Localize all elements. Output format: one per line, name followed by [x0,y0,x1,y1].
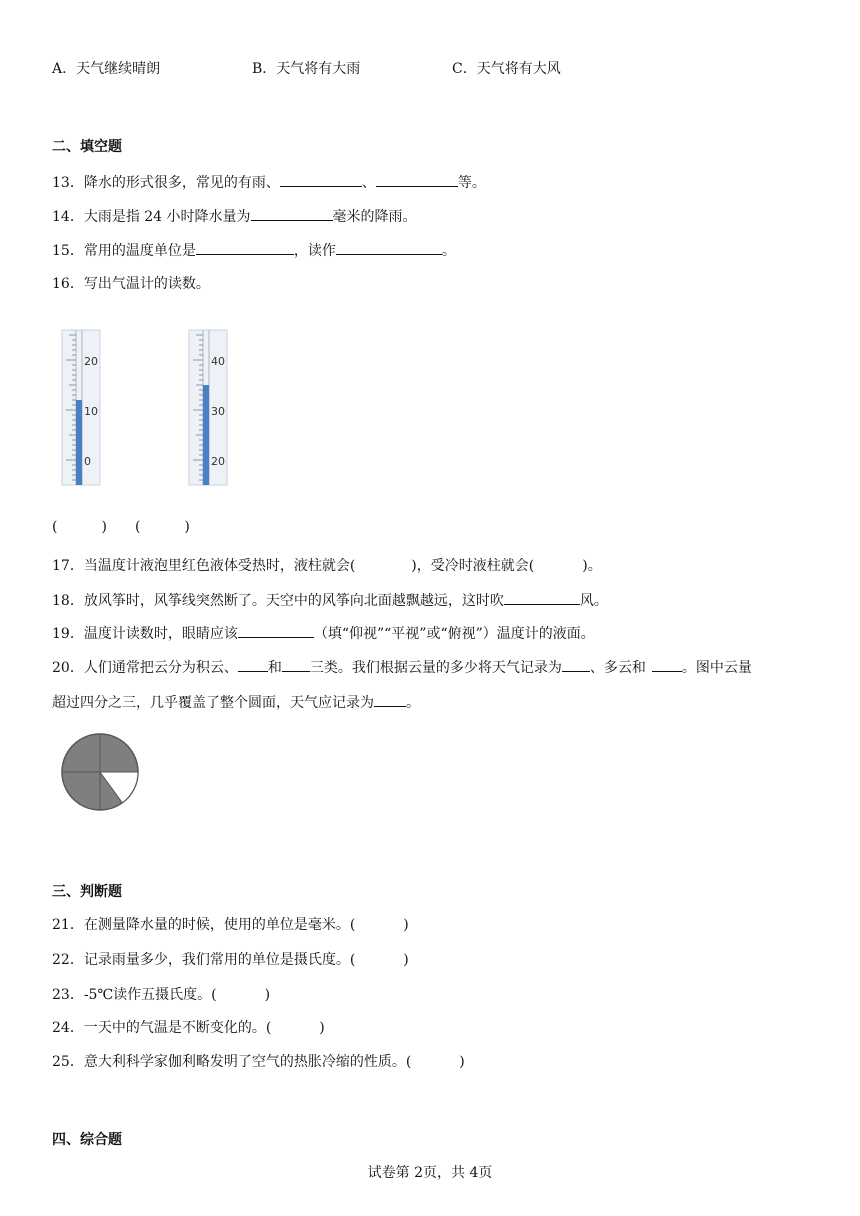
thermometer-2 [185,325,235,490]
thermometer-answer-parens: ( ) ( ) [52,519,190,535]
question-20: 20．人们通常把云分为积云、 和 三类。我们根据云量的多少将天气记录为 、多云和 。图中云量 [52,657,752,678]
answer-blank [652,657,682,672]
question-24: 24．一天中的气温是不断变化的。( ) [52,1020,325,1036]
question-21: 21．在测量降水量的时候，使用的单位是毫米。( ) [52,917,409,933]
question-20-line-2: 超过四分之三，几乎覆盖了整个圆面，天气应记录为 。 [52,692,420,713]
answer-blank [238,657,268,672]
question-18: 18．放风筝时，风筝线突然断了。天空中的风筝向北面越飘越远，这时吹 风。 [52,590,608,611]
section-title-fill-blank: 二、填空题 [52,139,122,155]
answer-blank [504,590,580,605]
question-22: 22．记录雨量多少，我们常用的单位是摄氏度。( ) [52,952,409,968]
page-footer: 试卷第 2页，共 4页 [367,1165,493,1181]
option-b: B．天气将有大雨 [252,61,361,77]
thermometer-1-liquid [76,400,82,485]
answer-blank [196,240,294,255]
cloud-cover-circle [58,732,144,812]
thermometer-2-liquid [203,385,209,485]
thermometer-2-label-40: 40 [211,355,225,368]
thermometer-1 [58,325,108,490]
option-c: C．天气将有大风 [452,61,561,77]
question-13: 13．降水的形式很多，常见的有雨、 、 等。 [52,172,486,193]
thermometer-1-label-20: 20 [84,355,98,368]
question-25: 25．意大利科学家伽利略发明了空气的热胀冷缩的性质。( ) [52,1054,465,1070]
section-title-true-false: 三、判断题 [52,884,122,900]
question-14: 14．大雨是指 24 小时降水量为 毫米的降雨。 [52,206,417,227]
question-19: 19．温度计读数时，眼睛应该 （填“仰视”“平视”或“俯视”）温度计的液面。 [52,623,595,644]
answer-blank [282,657,310,672]
thermometer-1-label-0: 0 [84,455,91,468]
thermometer-2-label-20: 20 [211,455,225,468]
answer-blank [376,172,458,187]
question-23: 23．-5℃读作五摄氏度。( ) [52,987,271,1003]
question-16: 16．写出气温计的读数。 [52,276,210,292]
answer-blank [280,172,362,187]
answer-blank [238,623,314,638]
answer-blank [374,692,406,707]
answer-blank [562,657,590,672]
section-title-comprehensive: 四、综合题 [52,1132,122,1148]
question-17: 17．当温度计液泡里红色液体受热时，液柱就会( )，受冷时液柱就会( )。 [52,558,602,574]
answer-blank [336,240,442,255]
answer-blank [251,206,333,221]
option-a: A．天气继续晴朗 [52,61,161,77]
question-15: 15．常用的温度单位是 ，读作 。 [52,240,456,261]
thermometer-1-label-10: 10 [84,405,98,418]
thermometer-2-label-30: 30 [211,405,225,418]
